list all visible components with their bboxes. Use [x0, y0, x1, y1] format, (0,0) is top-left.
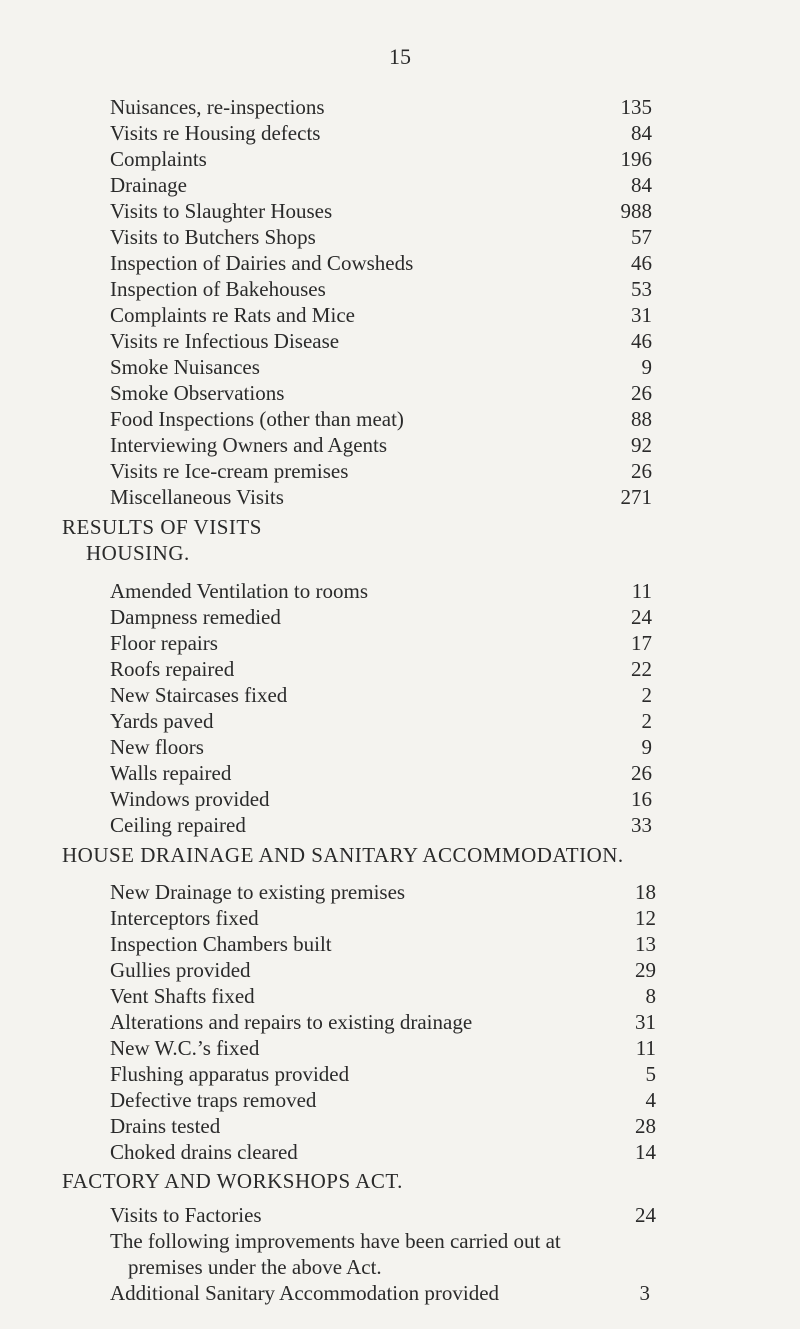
item-value: 53	[631, 277, 652, 301]
item-label: Visits re Housing defects	[110, 121, 321, 145]
list-item	[110, 380, 652, 406]
item-label: Smoke Observations	[110, 381, 285, 405]
item-label: Visits to Butchers Shops	[110, 225, 316, 249]
list-item	[110, 905, 656, 931]
item-label: Alterations and repairs to existing drainage	[110, 1010, 473, 1034]
item-value: 3	[639, 1281, 650, 1305]
item-label: Roofs repaired	[110, 657, 235, 681]
item-label: New Drainage to existing premises	[110, 880, 406, 904]
item-label: Yards paved	[110, 709, 214, 733]
item-value: 5	[645, 1062, 656, 1086]
list-item	[110, 812, 652, 838]
item-label: Interceptors fixed	[110, 906, 259, 930]
factory-text-line-2: premises under the above Act.	[128, 1255, 382, 1279]
item-label: Defective traps removed	[110, 1088, 317, 1112]
item-label: Visits re Infectious Disease	[110, 329, 340, 353]
list-item	[110, 708, 652, 734]
list-item	[110, 458, 652, 484]
item-value: 9	[641, 355, 652, 379]
item-label: Windows provided	[110, 787, 270, 811]
factory-heading: FACTORY AND WORKSHOPS ACT.	[62, 1169, 403, 1193]
list-item	[110, 786, 652, 812]
list-item	[110, 1061, 656, 1087]
item-value: 9	[641, 735, 652, 759]
item-value: 11	[631, 579, 652, 603]
list-item	[110, 1087, 656, 1113]
item-label: Interviewing Owners and Agents	[110, 433, 388, 457]
item-value: 2	[641, 683, 652, 707]
item-value: 12	[635, 906, 656, 930]
list-item	[110, 760, 652, 786]
list-item	[110, 328, 652, 354]
list-item	[110, 198, 652, 224]
item-label: Visits to Slaughter Houses	[110, 199, 333, 223]
item-value: 84	[631, 173, 652, 197]
factory-additional-row	[110, 1280, 650, 1306]
list-item	[110, 931, 656, 957]
list-item	[110, 302, 652, 328]
list-item	[110, 432, 652, 458]
item-label: New W.C.’s fixed	[110, 1036, 260, 1060]
item-value: 28	[635, 1114, 656, 1138]
list-item	[110, 957, 656, 983]
item-label: Flushing apparatus provided	[110, 1062, 350, 1086]
item-value: 271	[620, 485, 652, 509]
drainage-heading: HOUSE DRAINAGE AND SANITARY ACCOMMODATION.	[62, 843, 624, 867]
item-value: 24	[631, 605, 652, 629]
list-item	[110, 276, 652, 302]
list-item	[110, 172, 652, 198]
item-value: 26	[631, 381, 652, 405]
item-value: 18	[635, 880, 656, 904]
list-item	[110, 224, 652, 250]
list-item	[110, 1035, 656, 1061]
item-value: 22	[631, 657, 652, 681]
item-value: 26	[631, 761, 652, 785]
item-value: 196	[620, 147, 652, 171]
item-value: 46	[631, 329, 652, 353]
item-value: 84	[631, 121, 652, 145]
item-value: 16	[631, 787, 652, 811]
item-value: 31	[631, 303, 652, 327]
item-value: 33	[631, 813, 652, 837]
list-item	[110, 250, 652, 276]
item-value: 11	[635, 1036, 656, 1060]
item-label: New floors	[110, 735, 204, 759]
housing-heading: HOUSING.	[86, 541, 190, 565]
list-item	[110, 630, 652, 656]
list-item	[110, 983, 656, 1009]
item-label: Inspection of Dairies and Cowsheds	[110, 251, 414, 275]
item-value: 2	[641, 709, 652, 733]
item-value: 24	[635, 1203, 656, 1227]
results-heading: RESULTS OF VISITS	[62, 515, 262, 539]
item-label: Nuisances, re-inspections	[110, 95, 325, 119]
list-item	[110, 406, 652, 432]
list-item	[110, 146, 652, 172]
list-item	[110, 656, 652, 682]
item-value: 57	[631, 225, 652, 249]
list-item	[110, 1113, 656, 1139]
list-item	[110, 484, 652, 510]
item-label: Ceiling repaired	[110, 813, 246, 837]
item-label: Miscellaneous Visits	[110, 485, 284, 509]
item-value: 14	[635, 1140, 656, 1164]
list-item	[110, 1139, 656, 1165]
list-item	[110, 354, 652, 380]
item-label: Complaints re Rats and Mice	[110, 303, 355, 327]
item-label: Floor repairs	[110, 631, 218, 655]
item-value: 8	[645, 984, 656, 1008]
item-label: Visits re Ice-cream premises	[110, 459, 349, 483]
list-item	[110, 604, 652, 630]
item-label: Drainage	[110, 173, 187, 197]
item-label: Gullies provided	[110, 958, 251, 982]
item-value: 29	[635, 958, 656, 982]
item-label: Additional Sanitary Accommodation provided	[110, 1281, 500, 1305]
item-label: Drains tested	[110, 1114, 221, 1138]
item-value: 31	[635, 1010, 656, 1034]
item-value: 17	[631, 631, 652, 655]
item-label: Visits to Factories	[110, 1203, 262, 1227]
item-label: Inspection of Bakehouses	[110, 277, 326, 301]
list-item	[110, 578, 652, 604]
item-label: Inspection Chambers built	[110, 932, 332, 956]
item-label: Dampness remedied	[110, 605, 281, 629]
item-label: Smoke Nuisances	[110, 355, 260, 379]
item-label: New Staircases fixed	[110, 683, 288, 707]
item-value: 46	[631, 251, 652, 275]
item-value: 13	[635, 932, 656, 956]
page-number: 15	[389, 44, 411, 69]
item-value: 988	[620, 199, 652, 223]
list-item	[110, 734, 652, 760]
list-item	[110, 1009, 656, 1035]
item-value: 92	[631, 433, 652, 457]
list-item	[110, 879, 656, 905]
item-label: Walls repaired	[110, 761, 232, 785]
list-item	[110, 120, 652, 146]
item-label: Vent Shafts fixed	[110, 984, 255, 1008]
item-value: 4	[645, 1088, 656, 1112]
factory-text-line-1: The following improvements have been carried out at	[110, 1229, 561, 1253]
item-label: Amended Ventilation to rooms	[110, 579, 368, 603]
item-value: 135	[620, 95, 652, 119]
list-item	[110, 682, 652, 708]
factory-visits-row	[110, 1202, 656, 1228]
item-value: 26	[631, 459, 652, 483]
item-label: Food Inspections (other than meat)	[110, 407, 404, 431]
item-label: Choked drains cleared	[110, 1140, 298, 1164]
item-value: 88	[631, 407, 652, 431]
item-label: Complaints	[110, 147, 207, 171]
list-item	[110, 94, 652, 120]
